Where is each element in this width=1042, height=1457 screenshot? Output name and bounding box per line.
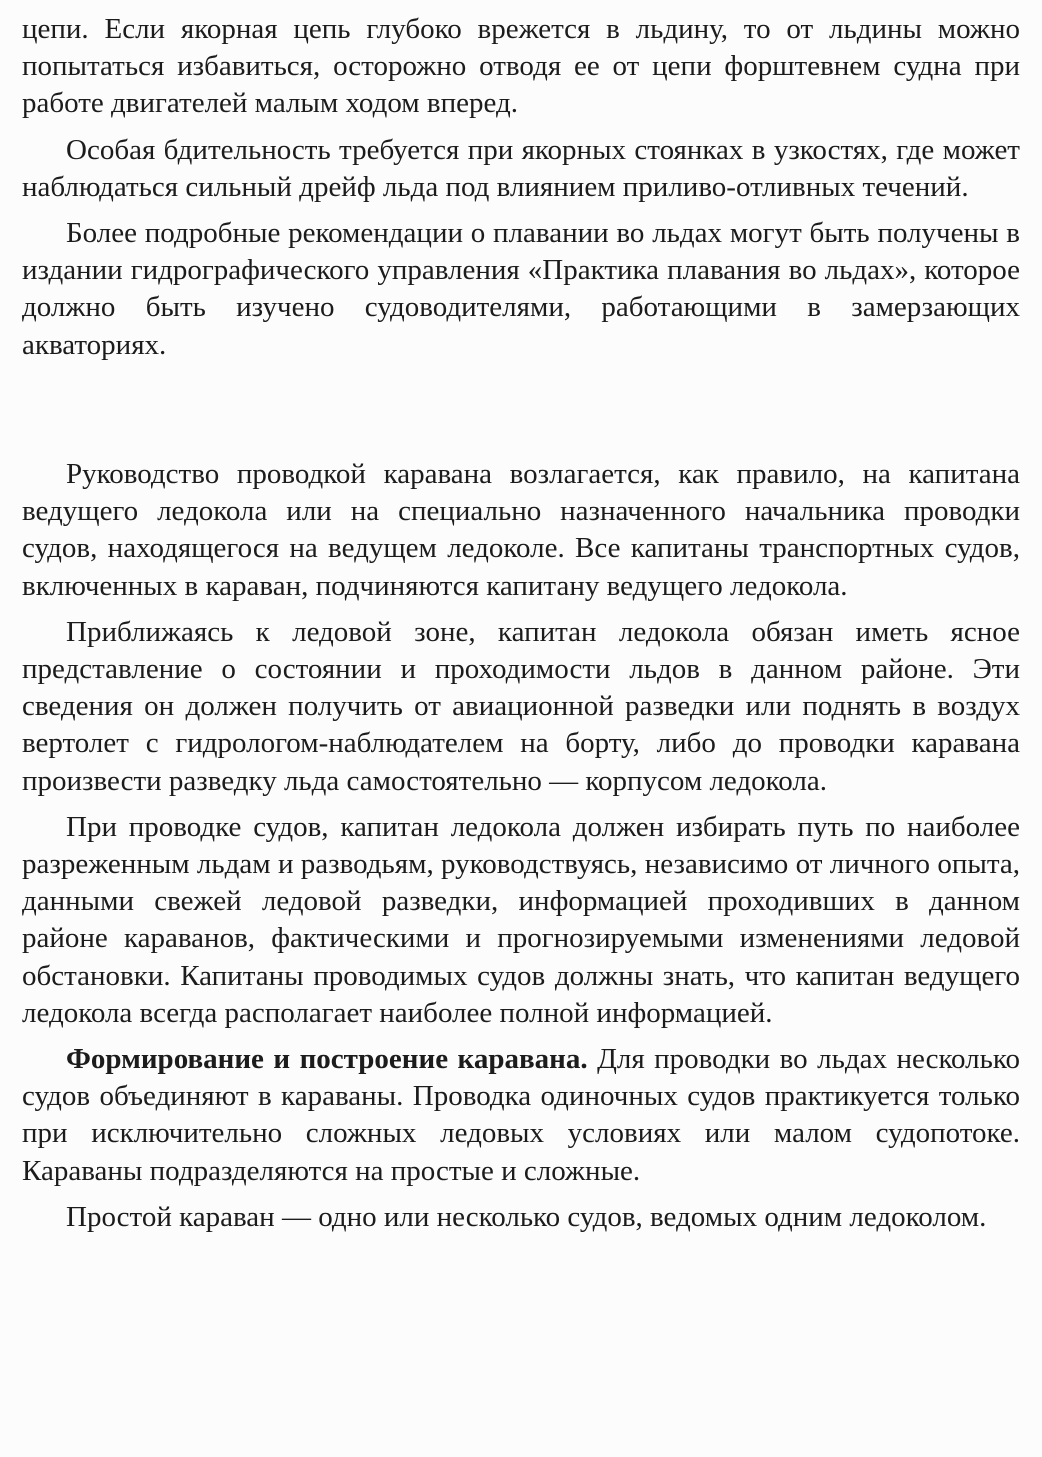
paragraph-ice-zone-approach: Приближаясь к ледовой зоне, капитан ледокола обязан иметь ясное представление о состоянии и проходимости льдов в данном районе. Эти сведения он должен получить от авиационной разведки или поднять в воздух вертолет с гидрологом-наблюдателем на борту, либо до проводки каравана произвести разведку льда самостоятельно — корпусом ледокола. bbox=[22, 615, 1020, 797]
formation-text: Для проводки во льдах несколько судов объединяют в караваны. Проводка одиночных судов практикуется только при исключительно сложных ледовых условиях или малом судопотоке. Караваны подразделяются на простые и сложные. bbox=[22, 1043, 1020, 1187]
paragraph-narrows-vigilance: Особая бдительность требуется при якорных стоянках в узкостях, где может наблюдаться сильный дрейф льда под влиянием приливо-отливных течений. bbox=[22, 133, 1020, 203]
top-text-block bbox=[22, 11, 1020, 373]
paragraph-simple-caravan: Простой караван — одно или несколько судов, ведомых одним ледоколом. bbox=[66, 1200, 987, 1233]
paragraph-caravan-leadership: Руководство проводкой каравана возлагается, как правило, на капитана ведущего ледокола или на специально назначенного начальника проводки судов, находящегося на ведущем ледоколе. Все капитаны транспортных судов, включенных в караван, подчиняются капитану ведущего ледокола. bbox=[22, 458, 1020, 602]
bottom-text-block bbox=[22, 456, 1020, 1245]
formation-run-in-heading: Формирование и построение каравана. bbox=[66, 1043, 588, 1076]
paragraph-caravan-formation bbox=[22, 1041, 1020, 1190]
paragraph-route-selection: При проводке судов, капитан ледокола должен избирать путь по наиболее разреженным льдам и разводьям, руководствуясь, независимо от личного опыта, данными свежей ледовой разведки, информацией проходивших в данном районе караванов, фактическими и прогнозируемыми изменениями ледовой обстановки. Капитаны проводимых судов должны знать, что капитан ведущего ледокола всегда располагает наиболее полной информацией. bbox=[22, 810, 1020, 1029]
paragraph-anchor-chain: цепи. Если якорная цепь глубоко врежется в льдину, то от льдины можно попытаться избавиться, осторожно отводя ее от цепи форштевнем судна при работе двигателей малым ходом вперед. bbox=[22, 13, 1020, 120]
paragraph-ice-navigation-reference: Более подробные рекомендации о плавании во льдах могут быть получены в издании гидрографического управления «Практика плавания во льдах», которое должно быть изучено судоводителями, работающими в замерзающих акваториях. bbox=[22, 217, 1020, 361]
